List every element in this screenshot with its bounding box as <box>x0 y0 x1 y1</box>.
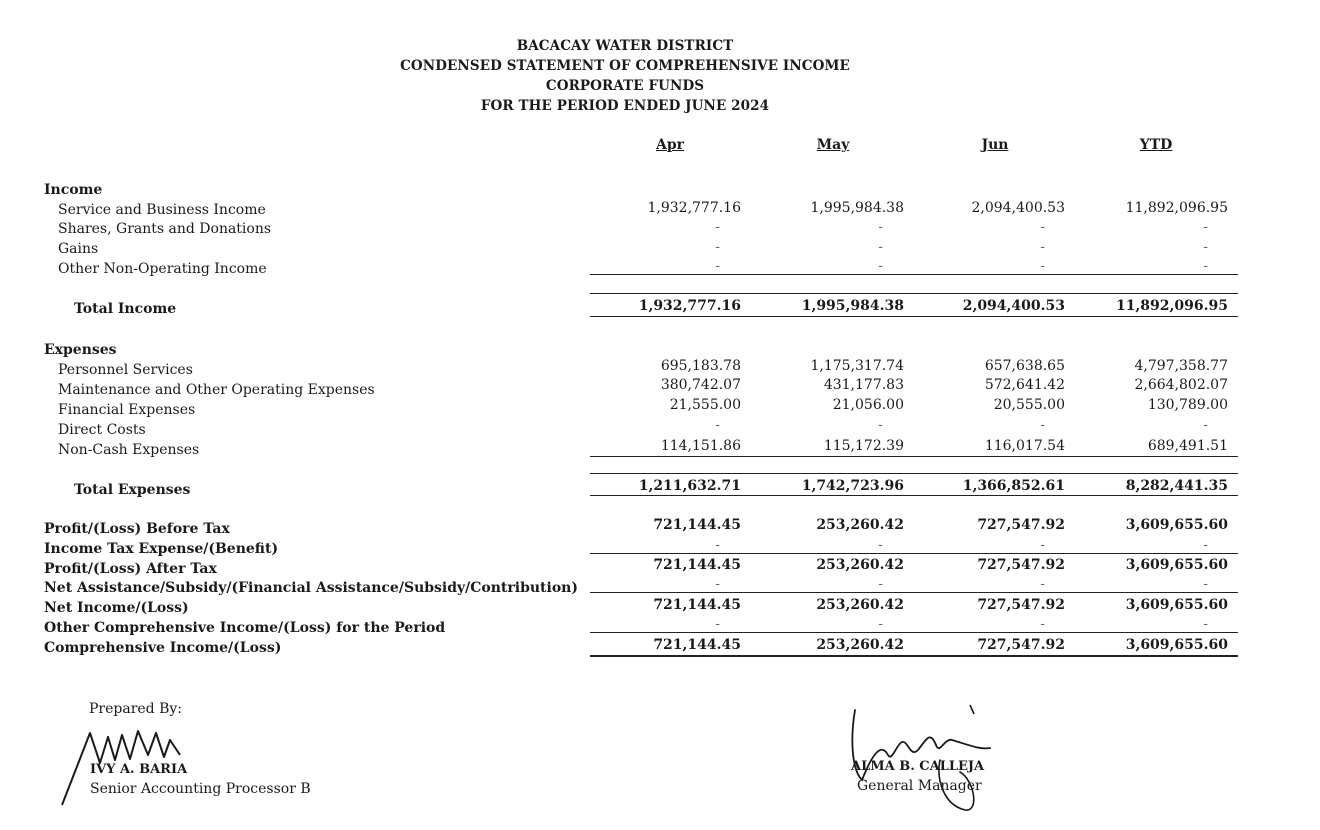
statement-title: CONDENSED STATEMENT OF COMPREHENSIVE INCOME <box>400 58 850 74</box>
cell-jun: - <box>1040 576 1045 592</box>
preparer-title: Senior Accounting Processor B <box>90 781 311 797</box>
period-label: FOR THE PERIOD ENDED JUNE 2024 <box>480 98 770 114</box>
expenses-heading: Expenses <box>44 342 117 358</box>
cell-may: - <box>878 576 883 592</box>
cell-apr: 1,932,777.16 <box>638 298 741 314</box>
row-label: Non-Cash Expenses <box>58 442 200 458</box>
cell-ytd: 3,609,655.60 <box>1125 637 1228 653</box>
table-row <box>590 574 1238 594</box>
cell-apr: 114,151.86 <box>660 438 741 454</box>
total-income-label: Total Income <box>74 301 177 317</box>
cell-may: 431,177.83 <box>823 377 904 393</box>
cell-apr: 721,144.45 <box>653 557 741 573</box>
row-label: Other Comprehensive Income/(Loss) for the Period <box>44 620 446 636</box>
cell-ytd: 2,664,802.07 <box>1134 377 1228 393</box>
cell-apr: 21,555.00 <box>669 397 741 413</box>
cell-apr: 721,144.45 <box>653 637 741 653</box>
cell-jun: - <box>1040 239 1045 255</box>
table-row <box>590 395 1238 415</box>
grand-total-rule <box>590 655 1238 657</box>
cell-may: - <box>878 219 883 235</box>
cell-may: - <box>878 239 883 255</box>
cell-ytd: 130,789.00 <box>1147 397 1228 413</box>
cell-ytd: 11,892,096.95 <box>1125 200 1228 216</box>
table-row <box>590 217 1238 237</box>
district-name: BACACAY WATER DISTRICT <box>516 38 734 54</box>
table-row <box>590 555 1238 575</box>
cell-jun: 2,094,400.53 <box>962 298 1065 314</box>
table-row <box>590 436 1238 456</box>
row-label: Financial Expenses <box>58 402 196 418</box>
cell-may: - <box>878 258 883 274</box>
cell-ytd: 11,892,096.95 <box>1115 298 1228 314</box>
column-header-jun: Jun <box>981 137 1009 153</box>
cell-apr: 1,932,777.16 <box>647 200 741 216</box>
cell-ytd: - <box>1203 616 1208 632</box>
table-row <box>590 535 1238 555</box>
total-bottom-rule <box>590 495 1238 496</box>
subtotal-rule <box>590 456 1238 457</box>
cell-apr: - <box>715 239 720 255</box>
cell-apr: 721,144.45 <box>653 517 741 533</box>
cell-ytd: 8,282,441.35 <box>1125 478 1228 494</box>
cell-jun: 727,547.92 <box>977 557 1065 573</box>
cell-may: 253,260.42 <box>816 637 904 653</box>
row-label: Other Non-Operating Income <box>58 261 267 277</box>
subtotal-rule <box>590 632 1238 633</box>
cell-apr: - <box>715 537 720 553</box>
row-label: Profit/(Loss) Before Tax <box>44 521 230 537</box>
cell-apr: 1,211,632.71 <box>638 478 741 494</box>
cell-may: 115,172.39 <box>823 438 904 454</box>
table-row <box>590 356 1238 376</box>
cell-may: 1,995,984.38 <box>801 298 904 314</box>
cell-apr: - <box>715 616 720 632</box>
cell-jun: - <box>1040 537 1045 553</box>
cell-jun: 2,094,400.53 <box>971 200 1065 216</box>
fund-name: CORPORATE FUNDS <box>545 78 705 94</box>
cell-apr: 695,183.78 <box>660 358 741 374</box>
cell-jun: - <box>1040 219 1045 235</box>
cell-jun: 20,555.00 <box>993 397 1065 413</box>
row-label: Comprehensive Income/(Loss) <box>44 640 282 656</box>
cell-jun: 572,641.42 <box>984 377 1065 393</box>
cell-jun: 1,366,852.61 <box>962 478 1065 494</box>
row-label: Income Tax Expense/(Benefit) <box>44 541 279 557</box>
cell-ytd: - <box>1203 239 1208 255</box>
total-expenses-row <box>590 476 1238 496</box>
statement-header <box>380 36 870 116</box>
table-row <box>590 635 1238 655</box>
cell-jun: - <box>1040 417 1045 433</box>
cell-may: 253,260.42 <box>816 517 904 533</box>
cell-jun: - <box>1040 616 1045 632</box>
table-row <box>590 198 1238 218</box>
row-label: Personnel Services <box>58 362 193 378</box>
table-row <box>590 515 1238 535</box>
row-label: Shares, Grants and Donations <box>58 221 272 237</box>
cell-may: 1,995,984.38 <box>810 200 904 216</box>
subtotal-rule <box>590 592 1238 593</box>
cell-ytd: 3,609,655.60 <box>1125 597 1228 613</box>
cell-ytd: 4,797,358.77 <box>1134 358 1228 374</box>
approver-title: General Manager <box>857 778 982 794</box>
cell-may: - <box>878 417 883 433</box>
cell-apr: - <box>715 576 720 592</box>
table-row <box>590 595 1238 615</box>
table-row <box>590 415 1238 435</box>
row-label: Profit/(Loss) After Tax <box>44 561 217 577</box>
cell-may: 21,056.00 <box>832 397 904 413</box>
cell-jun: 116,017.54 <box>984 438 1065 454</box>
cell-apr: - <box>715 258 720 274</box>
row-label: Net Income/(Loss) <box>44 600 189 616</box>
cell-may: 1,175,317.74 <box>810 358 904 374</box>
row-label: Service and Business Income <box>58 202 266 218</box>
cell-ytd: 689,491.51 <box>1147 438 1228 454</box>
column-header-apr: Apr <box>655 137 685 153</box>
cell-jun: 727,547.92 <box>977 597 1065 613</box>
total-bottom-rule <box>590 316 1238 317</box>
table-row <box>590 375 1238 395</box>
cell-apr: 380,742.07 <box>660 377 741 393</box>
row-label: Gains <box>58 241 99 257</box>
subtotal-rule <box>590 274 1238 275</box>
prepared-by-label: Prepared By: <box>89 701 183 717</box>
cell-may: - <box>878 537 883 553</box>
cell-ytd: - <box>1203 417 1208 433</box>
cell-ytd: - <box>1203 537 1208 553</box>
subtotal-rule <box>590 553 1238 554</box>
cell-ytd: - <box>1203 219 1208 235</box>
cell-ytd: - <box>1203 576 1208 592</box>
cell-ytd: - <box>1203 258 1208 274</box>
cell-apr: - <box>715 417 720 433</box>
cell-may: 1,742,723.96 <box>801 478 904 494</box>
table-row <box>590 614 1238 634</box>
cell-apr: - <box>715 219 720 235</box>
cell-may: 253,260.42 <box>816 557 904 573</box>
preparer-name: IVY A. BARIA <box>90 762 188 777</box>
cell-may: 253,260.42 <box>816 597 904 613</box>
cell-may: - <box>878 616 883 632</box>
cell-jun: - <box>1040 258 1045 274</box>
total-top-rule <box>590 473 1238 474</box>
approver-name: ALMA B. CALLEJA <box>851 759 985 774</box>
cell-ytd: 3,609,655.60 <box>1125 517 1228 533</box>
cell-jun: 727,547.92 <box>977 517 1065 533</box>
column-header-ytd: YTD <box>1139 137 1173 153</box>
total-income-row <box>590 296 1238 316</box>
cell-ytd: 3,609,655.60 <box>1125 557 1228 573</box>
cell-jun: 727,547.92 <box>977 637 1065 653</box>
column-header-may: May <box>816 137 850 153</box>
table-row <box>590 256 1238 276</box>
approver-signature <box>840 700 1000 815</box>
total-top-rule <box>590 293 1238 294</box>
table-row <box>590 237 1238 257</box>
row-label: Direct Costs <box>58 422 146 438</box>
row-label: Maintenance and Other Operating Expenses <box>58 382 375 398</box>
cell-apr: 721,144.45 <box>653 597 741 613</box>
cell-jun: 657,638.65 <box>984 358 1065 374</box>
row-label: Net Assistance/Subsidy/(Financial Assistance/Subsidy/Contribution) <box>44 580 578 596</box>
income-heading: Income <box>44 182 103 198</box>
total-expenses-label: Total Expenses <box>74 482 191 498</box>
